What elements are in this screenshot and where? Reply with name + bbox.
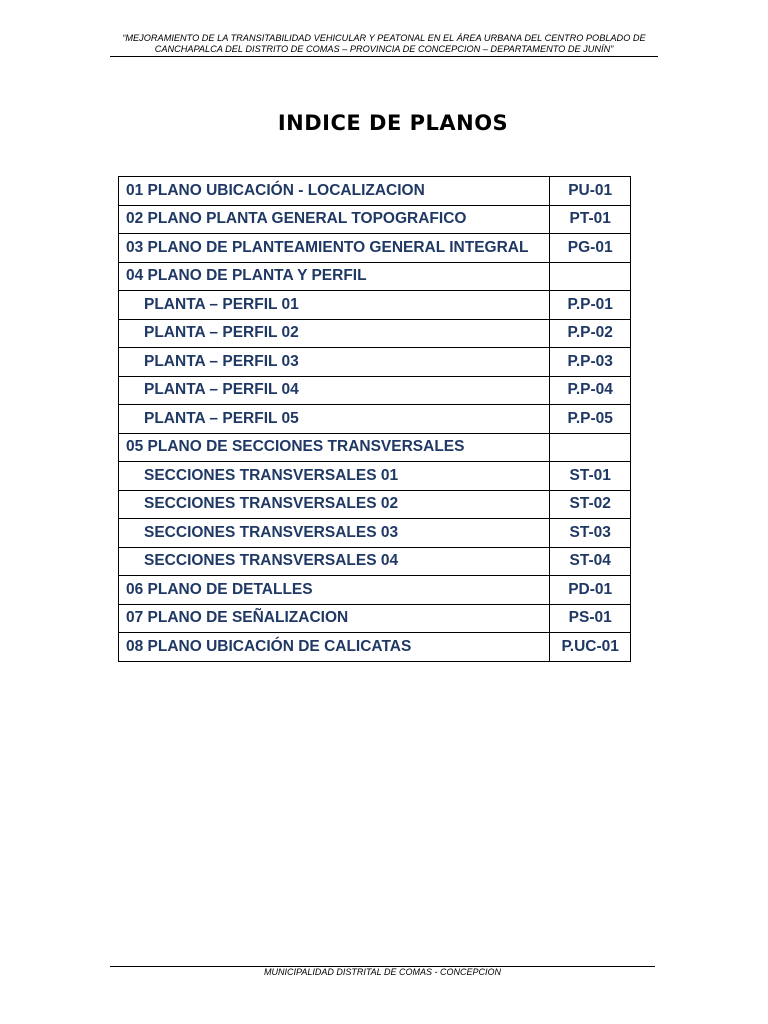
plan-code-cell: PD-01 xyxy=(550,576,631,605)
page-footer: MUNICIPALIDAD DISTRITAL DE COMAS - CONCEPCION xyxy=(263,967,502,977)
plans-index-body xyxy=(119,177,631,662)
table-row xyxy=(119,319,631,348)
plan-code-cell: P.P-03 xyxy=(550,348,631,377)
header-divider xyxy=(110,56,658,57)
table-row xyxy=(119,205,631,234)
table-row xyxy=(119,376,631,405)
table-row xyxy=(119,262,631,291)
plan-name-cell: 01 PLANO UBICACIÓN - LOCALIZACION xyxy=(119,177,550,206)
plan-code-cell: P.UC-01 xyxy=(550,633,631,662)
table-row xyxy=(119,633,631,662)
plan-code-cell xyxy=(550,433,631,462)
table-row xyxy=(119,547,631,576)
plan-name-cell: 02 PLANO PLANTA GENERAL TOPOGRAFICO xyxy=(119,205,550,234)
plan-code-cell: ST-01 xyxy=(550,462,631,491)
plan-code-cell: PU-01 xyxy=(550,177,631,206)
plan-name-cell: 05 PLANO DE SECCIONES TRANSVERSALES xyxy=(119,433,550,462)
plan-code-cell: P.P-05 xyxy=(550,405,631,434)
plan-name-cell: PLANTA – PERFIL 05 xyxy=(119,405,550,434)
plan-code-cell: PG-01 xyxy=(550,234,631,263)
table-row xyxy=(119,234,631,263)
table-row xyxy=(119,177,631,206)
plan-code-cell: ST-02 xyxy=(550,490,631,519)
table-row xyxy=(119,604,631,633)
table-row xyxy=(119,291,631,320)
page-title: INDICE DE PLANOS xyxy=(277,111,509,135)
page-header xyxy=(110,33,658,55)
table-row xyxy=(119,405,631,434)
plan-code-cell xyxy=(550,262,631,291)
table-row xyxy=(119,519,631,548)
table-row xyxy=(119,576,631,605)
plan-name-cell: 08 PLANO UBICACIÓN DE CALICATAS xyxy=(119,633,550,662)
plan-code-cell: ST-04 xyxy=(550,547,631,576)
plan-name-cell: 06 PLANO DE DETALLES xyxy=(119,576,550,605)
plan-name-cell: SECCIONES TRANSVERSALES 02 xyxy=(119,490,550,519)
header-line-2: CANCHAPALCA DEL DISTRITO DE COMAS – PROVINCIA DE CONCEPCION – DEPARTAMENTO DE JUNÍN” xyxy=(154,44,614,54)
plans-index-table xyxy=(118,176,631,662)
plan-code-cell: P.P-01 xyxy=(550,291,631,320)
table-row xyxy=(119,462,631,491)
table-row xyxy=(119,490,631,519)
plan-name-cell: SECCIONES TRANSVERSALES 04 xyxy=(119,547,550,576)
plan-name-cell: PLANTA – PERFIL 04 xyxy=(119,376,550,405)
header-line-1: “MEJORAMIENTO DE LA TRANSITABILIDAD VEHICULAR Y PEATONAL EN EL ÁREA URBANA DEL CENTRO POBLADO DE xyxy=(122,33,646,43)
plan-name-cell: PLANTA – PERFIL 01 xyxy=(119,291,550,320)
plan-name-cell: 07 PLANO DE SEÑALIZACION xyxy=(119,604,550,633)
plan-name-cell: 04 PLANO DE PLANTA Y PERFIL xyxy=(119,262,550,291)
plan-code-cell: PS-01 xyxy=(550,604,631,633)
table-row xyxy=(119,348,631,377)
plan-name-cell: PLANTA – PERFIL 03 xyxy=(119,348,550,377)
plan-code-cell: P.P-04 xyxy=(550,376,631,405)
plan-code-cell: P.P-02 xyxy=(550,319,631,348)
plan-name-cell: 03 PLANO DE PLANTEAMIENTO GENERAL INTEGRAL xyxy=(119,234,550,263)
plan-code-cell: PT-01 xyxy=(550,205,631,234)
plan-code-cell: ST-03 xyxy=(550,519,631,548)
plan-name-cell: SECCIONES TRANSVERSALES 01 xyxy=(119,462,550,491)
plan-name-cell: SECCIONES TRANSVERSALES 03 xyxy=(119,519,550,548)
plan-name-cell: PLANTA – PERFIL 02 xyxy=(119,319,550,348)
table-row xyxy=(119,433,631,462)
